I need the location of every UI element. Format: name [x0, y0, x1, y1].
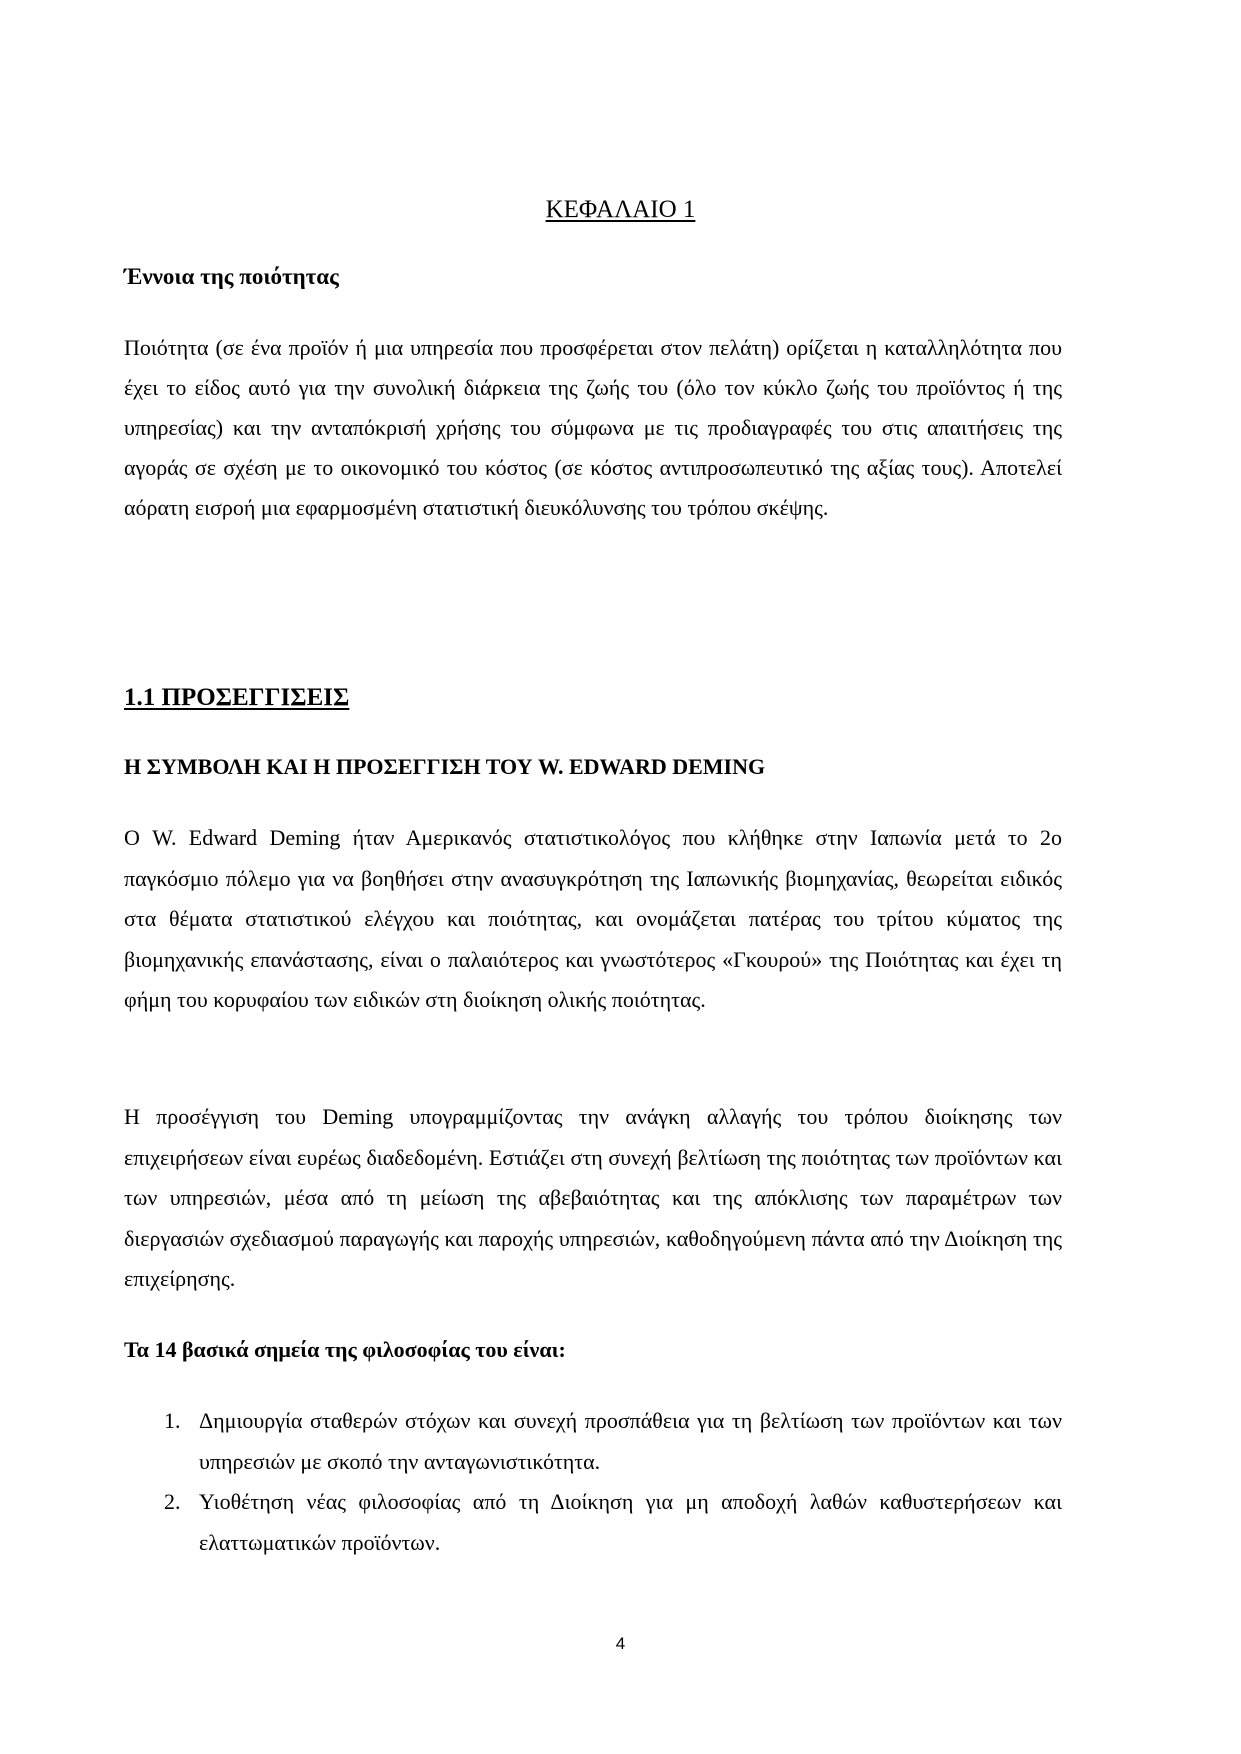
paragraph-quality-definition: Ποιότητα (σε ένα προϊόν ή μια υπηρεσία που προσφέρεται στον πελάτη) ορίζεται η καταλληλότητα που έχει το είδος αυτό για την συνολική διάρκεια της ζωής του (όλο τον κύκλο ζωής του προϊόντος ή της υπηρεσίας) και την ανταπόκρισή χρήσης του σύμφωνα με τις προδιαγραφές του στις απαιτήσεις της αγοράς σε σχέση με το οικονομικό του κόστος (σε κόστος αντιπροσωπευτικό της αξίας τους). Αποτελεί αόρατη εισροή μια εφαρμοσμένη στατιστική διευκόλυνσης του τρόπου σκέψης.	[124, 335, 1062, 520]
list-item-text: Δημιουργία σταθερών στόχων και συνεχή προσπάθεια για τη βελτίωση των προϊόντων και των υπηρεσιών με σκοπό την ανταγωνιστικότητα.	[199, 1408, 1062, 1474]
list-item-number: 2.	[164, 1489, 181, 1514]
list-item-text: Υιοθέτηση νέας φιλοσοφίας από τη Διοίκηση για μη αποδοχή λαθών καθυστερήσεων και ελαττωματικών προϊόντων.	[199, 1489, 1062, 1555]
paragraph-deming-bio: Ο W. Edward Deming ήταν Αμερικανός στατιστικολόγος που κλήθηκε στην Ιαπωνία μετά το 2ο παγκόσμιο πόλεμο για να βοηθήσει στην ανασυγκρότηση της Ιαπωνικής βιομηχανίας, θεωρείται ειδικός στα θέματα στατιστικού ελέγχου και ποιότητας, και ονομάζεται πατέρας του τρίτου κύματος της βιομηχανικής επανάστασης, είναι ο παλαιότερος και γνωστότερος «Γκουρού» της Ποιότητας και έχει τη φήμη του κορυφαίου των ειδικών στη διοίκηση ολικής ποιότητας.	[124, 825, 1062, 1012]
subtitle: Έννοια της ποιότητας	[124, 264, 339, 289]
points-list	[124, 1401, 1062, 1563]
list-intro: Τα 14 βασικά σημεία της φιλοσοφίας του είναι:	[124, 1337, 566, 1362]
list-item-number: 1.	[164, 1408, 181, 1433]
chapter-title: ΚΕΦΑΛΑΙΟ 1	[545, 196, 696, 223]
page-number: 4	[615, 1634, 626, 1653]
list-item	[124, 1401, 1062, 1482]
paragraph-deming-approach: Η προσέγγιση του Deming υπογραμμίζοντας την ανάγκη αλλαγής του τρόπου διοίκησης των επιχειρήσεων είναι ευρέως διαδεδομένη. Εστιάζει στη συνεχή βελτίωση της ποιότητας των προϊόντων και των υπηρεσιών, μέσα από τη μείωση της αβεβαιότητας και της απόκλισης των παραμέτρων των διεργασιών σχεδιασμού παραγωγής και παροχής υπηρεσιών, καθοδηγούμενη πάντα από την Διοίκηση της επιχείρησης.	[124, 1104, 1062, 1291]
sub-heading: Η ΣΥΜΒΟΛΗ ΚΑΙ Η ΠΡΟΣΕΓΓΙΣΗ ΤΟΥ W. EDWARD DEMING	[124, 754, 766, 779]
list-item	[124, 1482, 1062, 1563]
section-heading: 1.1 ΠΡΟΣΕΓΓΙΣΕΙΣ	[124, 684, 350, 711]
